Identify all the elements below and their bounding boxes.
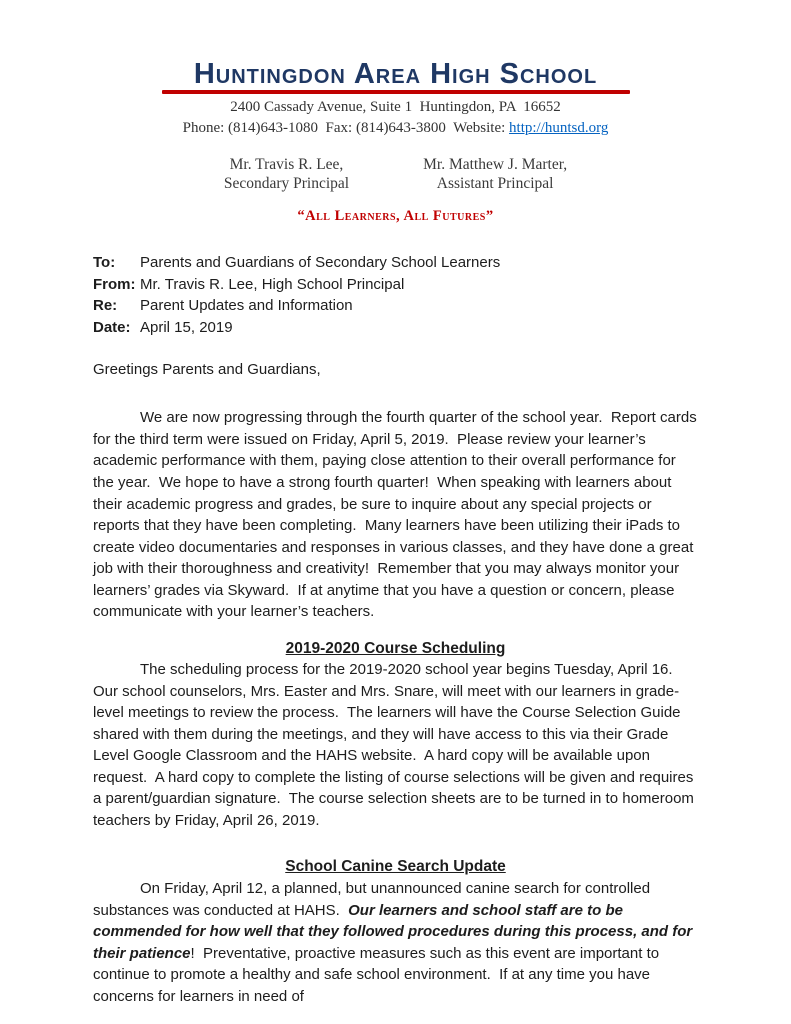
phone-fax-text: Phone: (814)643-1080 Fax: (814)643-3800 Website: xyxy=(182,119,510,136)
principal-title: Secondary Principal xyxy=(223,174,350,192)
principal-title: Assistant Principal xyxy=(436,174,554,192)
memo-row-date xyxy=(93,317,698,338)
website-link[interactable]: http://huntsd.org xyxy=(509,119,609,136)
letterhead xyxy=(93,60,698,225)
address-line: 2400 Cassady Avenue, Suite 1 Huntingdon, PA 16652 xyxy=(230,99,561,115)
school-motto: “All Learners, All Futures” xyxy=(297,208,494,225)
principal-assistant xyxy=(423,155,567,194)
memo-value: April 15, 2019 xyxy=(140,318,233,336)
red-divider-rule xyxy=(162,90,630,94)
paragraph-quarter-update: We are now progressing through the fourth quarter of the school year. Report cards for the third term were issued on Friday, April 5, 2019. Please review your learner’s academic performance with them, paying close attention to their overall performance for the year. We hope to have a strong fourth quarter! When speaking with learners about their academic progress and grades, be sure to inquire about any special projects or reports that they have been completing. Many learners have been utilizing their iPads to create video documentaries and responses in various classes, and they have done a great job with their thoroughness and creativity! Remember that you may always monitor your learners’ grades via Skyward. If at anytime that you have a question or concern, please communicate with your learner’s teachers. xyxy=(93,409,701,621)
memo-row-from xyxy=(93,274,698,295)
memo-label: From: xyxy=(93,275,136,293)
memo-value: Parent Updates and Information xyxy=(140,297,353,315)
canine-search-text-post: ! Preventative, proactive measures such as this event are important to continue to promote a healthy and safe school environment. If at any time you have concerns for learners in need of xyxy=(93,944,664,1005)
paragraph-canine-search xyxy=(93,878,698,1007)
paragraph-course-scheduling: The scheduling process for the 2019-2020 school year begins Tuesday, April 16. Our school counselors, Mrs. Easter and Mrs. Snare, will meet with our learners in grade-level meetings to review the process. The learners will have the Course Selection Guide shared with them during the meetings, and they will have access to this via their Grade Level Google Classroom and the HAHS website. A hard copy will be available upon request. A hard copy to complete the listing of course selections will be given and requires a parent/guardian signature. The course selection sheets are to be turned in to homeroom teachers by Friday, April 26, 2019. xyxy=(93,661,699,829)
canine-search-text-emphasis: Our learners and school staff are to be commended for how well that they followed procedures during this process, and for their patience xyxy=(93,901,697,962)
memo-row-re xyxy=(93,295,698,316)
memo-block xyxy=(93,252,698,338)
principals-block xyxy=(93,155,698,194)
canine-search-text-pre: On Friday, April 12, a planned, but unannounced canine search for controlled substances was conducted at HAHS. xyxy=(93,880,655,919)
memo-label: To: xyxy=(93,254,116,272)
principal-secondary xyxy=(224,155,349,194)
school-name-title: Huntingdon Area High School xyxy=(193,58,598,90)
phone-fax-website-line xyxy=(93,119,698,138)
principal-name: Mr. Travis R. Lee, xyxy=(229,155,344,173)
section-heading-course-scheduling: 2019-2020 Course Scheduling xyxy=(285,639,506,657)
memo-row-to xyxy=(93,252,698,273)
section-heading-canine-search: School Canine Search Update xyxy=(285,858,506,876)
memo-value: Parents and Guardians of Secondary School Learners xyxy=(140,254,501,272)
principal-name: Mr. Matthew J. Marter, xyxy=(423,155,568,173)
memo-value: Mr. Travis R. Lee, High School Principal xyxy=(140,275,405,293)
memo-label: Date: xyxy=(93,318,131,336)
memo-label: Re: xyxy=(93,297,118,315)
greeting-line: Greetings Parents and Guardians, xyxy=(93,361,321,378)
